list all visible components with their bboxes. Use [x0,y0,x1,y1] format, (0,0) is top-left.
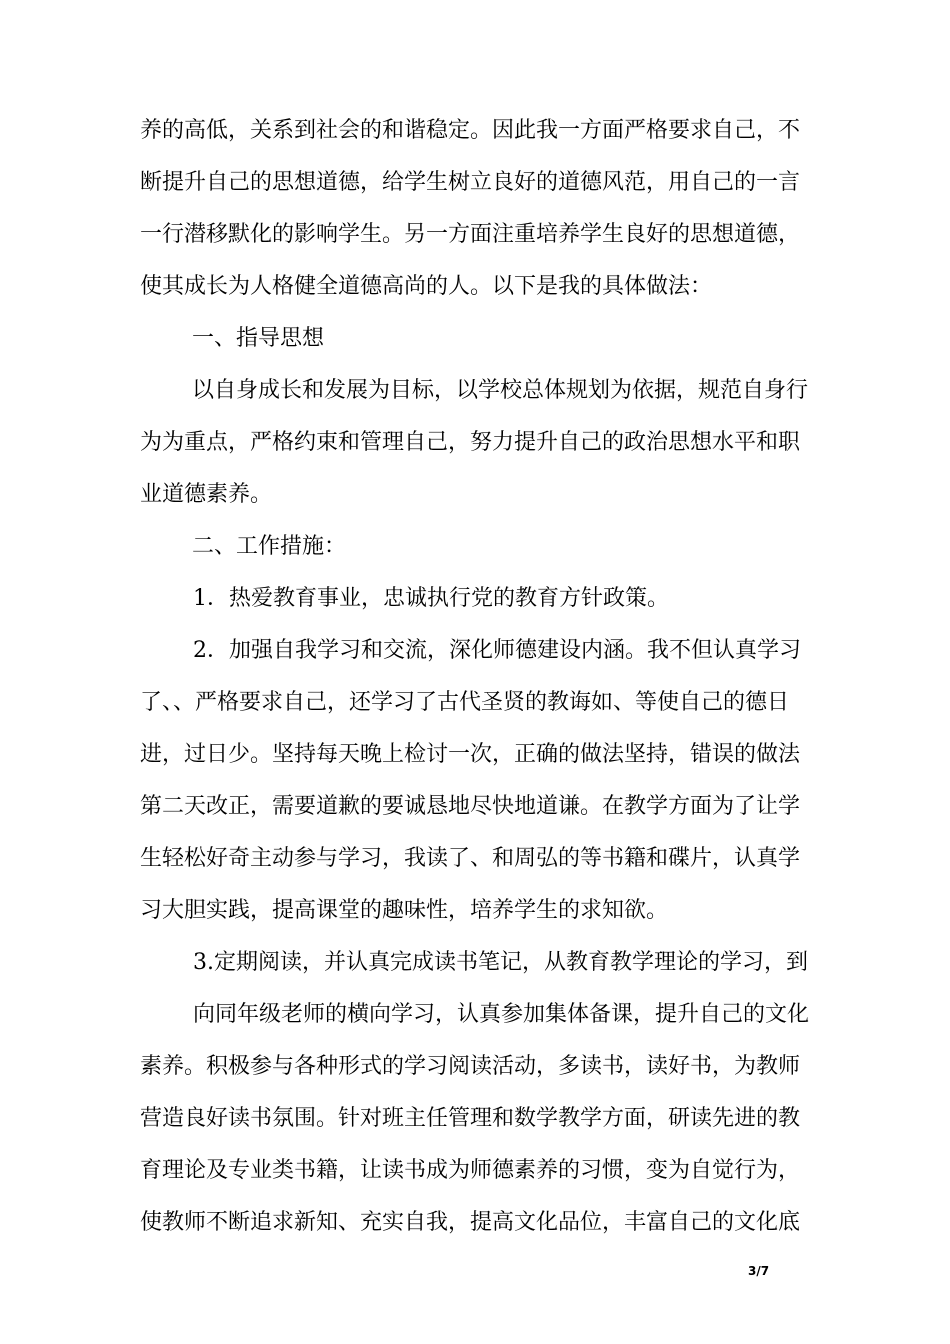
paragraph-line: 第二天改正，需要道歉的要诚恳地尽快地道谦。在教学方面为了让学 [140,794,801,819]
paragraph-line: 生轻松好奇主动参与学习，我读了、和周弘的等书籍和碟片，认真学 [140,846,801,871]
paragraph-line: 使其成长为人格健全道德高尚的人。以下是我的具体做法： [140,274,713,299]
paragraph-line: 进，过日少。坚持每天晚上检讨一次，正确的做法坚持，错误的做法 [140,742,801,767]
list-item: 2．加强自我学习和交流，深化师德建设内涵。我不但认真学习 [193,638,801,663]
paragraph-line: 育理论及专业类书籍，让读书成为师德素养的习惯，变为自觉行为， [140,1158,801,1183]
paragraph-line: 习大胆实践，提高课堂的趣味性，培养学生的求知欲。 [140,898,669,923]
paragraph-line: 素养。积极参与各种形式的学习阅读活动，多读书，读好书，为教师 [140,1054,801,1079]
list-item: 3.定期阅读，并认真完成读书笔记，从教育教学理论的学习，到 [193,950,808,975]
paragraph-line: 了、、严格要求自己，还学习了古代圣贤的教诲如、等使自己的德日 [140,690,790,715]
paragraph-line: 断提升自己的思想道德，给学生树立良好的道德风范，用自己的一言 [140,170,801,195]
paragraph-line: 向同年级老师的横向学习，认真参加集体备课，提升自己的文化 [193,1002,810,1027]
paragraph-line: 业道德素养。 [140,482,273,507]
paragraph-line: 使教师不断追求新知、充实自我，提高文化品位，丰富自己的文化底 [140,1210,801,1235]
section-heading: 一、指导思想 [192,326,325,351]
paragraph-line: 一行潜移默化的影响学生。另一方面注重培养学生良好的思想道德， [140,222,801,247]
section-heading: 二、工作措施： [192,534,347,559]
page-number: 3/7 [748,1264,770,1278]
list-item: 1．热爱教育事业，忠诚执行党的教育方针政策。 [193,586,669,611]
paragraph-line: 营造良好读书氛围。针对班主任管理和数学教学方面，研读先进的教 [140,1106,801,1131]
paragraph-line: 以自身成长和发展为目标，以学校总体规划为依据，规范自身行 [192,378,809,403]
paragraph-line: 养的高低，关系到社会的和谐稳定。因此我一方面严格要求自己，不 [140,118,801,143]
paragraph-line: 为为重点，严格约束和管理自己，努力提升自己的政治思想水平和职 [140,430,801,455]
